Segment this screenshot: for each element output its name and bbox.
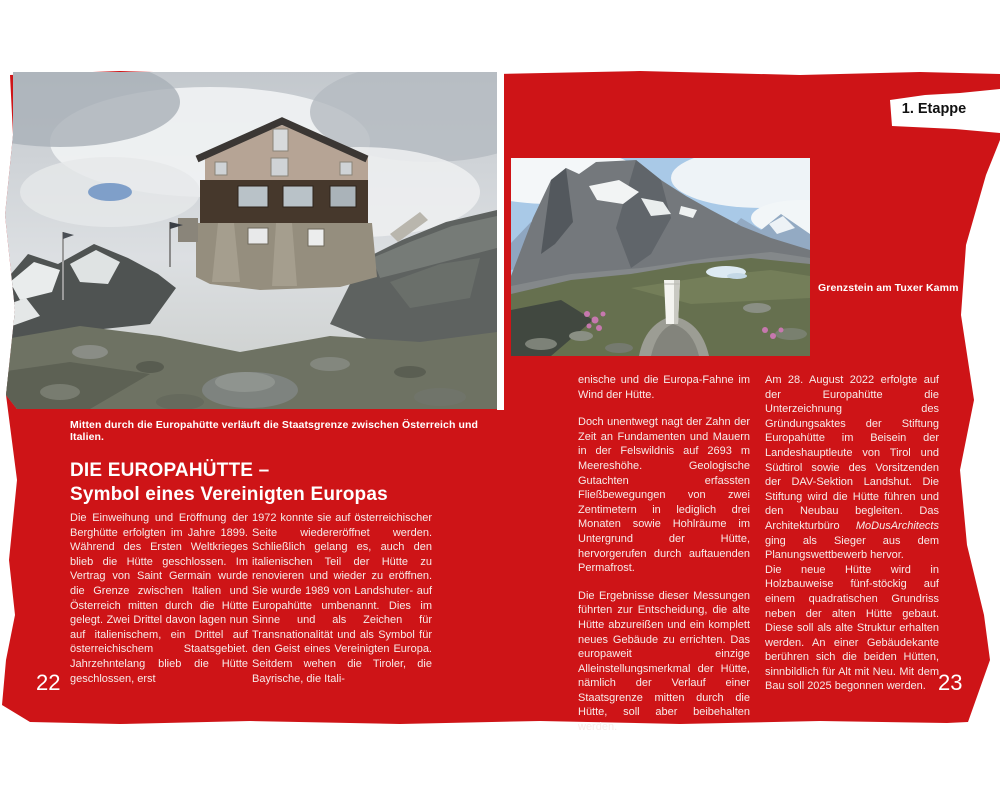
page-number-left: 22 [36,670,61,695]
left-photo-caption: Mitten durch die Europahütte verläuft die Staatsgrenze zwischen Österreich und Italien. [70,419,479,443]
right-col1-paragraph-2: Doch unentwegt nagt der Zahn der Zeit an Fundamenten und Mauern in der Felswildnis auf 2693 m Meereshöhe. Geologische Gutachten erfassten Fließbewegungen von zwei Zentimetern in lediglich drei Monaten sowie Hohlräume im Untergrund der Hütte, hervorgerufen durch auftauenden Permafrost. [578,416,750,575]
page-gutter [497,70,504,410]
architects-name-italic: MoDusArchitects [855,519,939,532]
right-col2-paragraph-2: Die neue Hütte wird in Holzbauweise fünf-stöckig auf einem quadratischen Grundriss neben der alten Hütte gebaut. Diese soll als alte Struktur erhalten werden. An einer Gebäudekante berühren sich die beiden Hütten, sinnbildlich für Alt mit Neu. Mit dem Bau soll 2025 begonnen werden. [765,563,939,693]
right-col1-paragraph-1: enische und die Europa-Fahne im Wind der Hütte. [578,374,750,401]
article-heading-line1: DIE EUROPAHÜTTE – [70,460,270,481]
article-heading-line2: Symbol eines Vereinigten Europas [70,484,388,505]
page-number-right: 23 [938,670,963,695]
left-col1-paragraph: Die Einweihung und Eröffnung der Berghütte erfolgten im Jahre 1899. Während des Ersten Weltkrieges blieb die Hütte geschlossen. Im Vertrag von Saint Germain wurde die Grenze zwischen Italien und Österreich mitten durch die Hütte gelegt. Zwei Drittel davon lagen nun auf italienischem, ein Drittel auf österreichischem Staatsgebiet. Jahrzehntelang blieb die Hütte geschlossen, erst [70,512,248,685]
etappe-tab-label: 1. Etappe [901,101,967,117]
article-heading [70,459,490,507]
left-col2-paragraph: 1972 konnte sie auf österreichischer Seite wiedereröffnet werden. Schließlich gelang es, auch den italienischen Teil der Hütte zu renovieren und wieder zu eröffnen. Sie wurde 1989 von Landshuter- auf Europahütte umbenannt. Dies im Sinne und als Zeichen für Transnationalität und als Symbol für den Geist eines Vereinigten Europa. Seitdem wehen die Tiroler, die Bayrische, die Itali- [252,512,432,685]
blue-sky-patch [88,183,132,201]
right-body-column-2 [765,373,939,694]
left-body-column-1 [70,511,248,686]
right-col2-paragraph-1: Am 28. August 2022 erfolgte auf der Europahütte die Unterzeichnung des Gründungsaktes der Stiftung Europahütte im Beisein der Landeshauptleute von Tirol und Südtirol sowie des Vorsitzenden der DAV-Sektion Landshut. Die Stiftung wird die Hütte führen und den Neubau begleiten. Das Architekturbüro MoDusArchitects ging als Sieger aus dem Planungswettbewerb hervor. [765,374,939,562]
left-body-column-2 [252,511,432,686]
right-body-column-1 [578,373,750,748]
right-col1-paragraph-3: Die Ergebnisse dieser Messungen führten zur Entscheidung, die alte Hütte abzureißen und ein komplett neues Gebäude zu errichten. Das europaweit einzige Alleinstellungsmerkmal der Hütte, nämlich der Verlauf einer Staatsgrenze mitten durch die Hütte, soll aber beibehalten werden. [578,589,750,734]
europahuette-photo [0,72,497,409]
right-photo-caption: Grenzstein am Tuxer Kamm [818,282,959,294]
grenzstein-photo [511,158,810,356]
